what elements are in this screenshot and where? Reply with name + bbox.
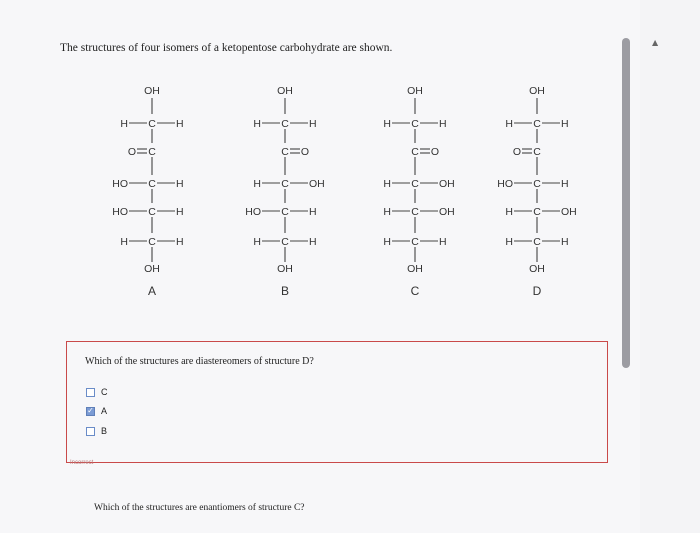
carbonyl-carbon: C (148, 146, 156, 158)
question-box (66, 341, 608, 463)
checkbox-a[interactable] (86, 407, 95, 416)
option-label: B (101, 426, 108, 436)
carbon-atom: C (533, 206, 541, 218)
carbonyl-oxygen: O (300, 146, 310, 158)
structure-label: D (532, 284, 542, 298)
bottom-oh-label: OH (529, 263, 545, 275)
structure-label: A (147, 284, 157, 298)
option-c[interactable] (86, 386, 108, 398)
question-prompt: Which of the structures are diastereomers of structure D? (85, 356, 314, 367)
carbon-atom: C (148, 118, 156, 130)
top-oh-label: OH (277, 85, 293, 97)
left-substituent: HO (112, 178, 128, 190)
left-substituent: H (383, 206, 391, 218)
carbon-atom: C (533, 236, 541, 248)
checkbox-c[interactable] (86, 388, 95, 397)
right-substituent: OH (439, 178, 455, 190)
left-substituent: H (253, 178, 261, 190)
scroll-up-arrow-icon[interactable]: ▲ (652, 38, 659, 47)
structure-label: C (410, 284, 420, 298)
carbonyl-carbon: C (281, 146, 289, 158)
option-label: C (101, 387, 108, 397)
carbonyl-oxygen: O (512, 146, 522, 158)
right-substituent: OH (439, 206, 455, 218)
carbon-atom: C (281, 236, 289, 248)
carbon-atom: C (411, 178, 419, 190)
carbon-atom: C (411, 206, 419, 218)
question-title: The structures of four isomers of a ketopentose carbohydrate are shown. (60, 42, 393, 54)
top-oh-label: OH (407, 85, 423, 97)
right-substituent: H (561, 178, 569, 190)
carbon-atom: C (533, 178, 541, 190)
right-substituent: H (176, 236, 184, 248)
carbon-atom: C (281, 206, 289, 218)
carbon-atom: C (281, 178, 289, 190)
carbonyl-carbon: C (533, 146, 541, 158)
left-substituent: H (505, 236, 513, 248)
carbon-atom: C (148, 178, 156, 190)
structure-label: B (280, 284, 290, 298)
right-substituent: H (561, 236, 569, 248)
carbonyl-carbon: C (411, 146, 419, 158)
next-question-prompt: Which of the structures are enantiomers of structure C? (94, 503, 305, 513)
checkbox-b[interactable] (86, 427, 95, 436)
carbon-atom: C (411, 118, 419, 130)
carbon-atom: C (148, 236, 156, 248)
right-substituent: H (309, 206, 317, 218)
left-substituent: H (120, 118, 128, 130)
left-substituent: H (505, 206, 513, 218)
bottom-oh-label: OH (144, 263, 160, 275)
bottom-oh-label: OH (277, 263, 293, 275)
left-substituent: H (253, 236, 261, 248)
left-substituent: HO (112, 206, 128, 218)
left-substituent: H (505, 118, 513, 130)
left-substituent: H (383, 118, 391, 130)
right-substituent: H (176, 206, 184, 218)
right-substituent: H (439, 236, 447, 248)
right-substituent: OH (561, 206, 577, 218)
left-substituent: H (383, 178, 391, 190)
right-substituent: OH (309, 178, 325, 190)
left-substituent: H (120, 236, 128, 248)
right-substituent: H (309, 118, 317, 130)
carbon-atom: C (533, 118, 541, 130)
carbon-atom: C (148, 206, 156, 218)
carbonyl-oxygen: O (127, 146, 137, 158)
left-substituent: HO (497, 178, 513, 190)
right-substituent: H (561, 118, 569, 130)
option-label: A (101, 406, 108, 416)
scrollbar-thumb[interactable] (622, 38, 630, 368)
status-incorrect: Incorrect (70, 460, 94, 466)
carbon-atom: C (281, 118, 289, 130)
option-a[interactable] (86, 405, 107, 417)
top-oh-label: OH (529, 85, 545, 97)
carbonyl-oxygen: O (430, 146, 440, 158)
right-substituent: H (309, 236, 317, 248)
option-b[interactable] (86, 425, 107, 437)
right-substituent: H (176, 118, 184, 130)
carbon-atom: C (411, 236, 419, 248)
right-substituent: H (176, 178, 184, 190)
top-oh-label: OH (144, 85, 160, 97)
right-substituent: H (439, 118, 447, 130)
left-substituent: H (253, 118, 261, 130)
bottom-oh-label: OH (407, 263, 423, 275)
left-substituent: HO (245, 206, 261, 218)
left-substituent: H (383, 236, 391, 248)
